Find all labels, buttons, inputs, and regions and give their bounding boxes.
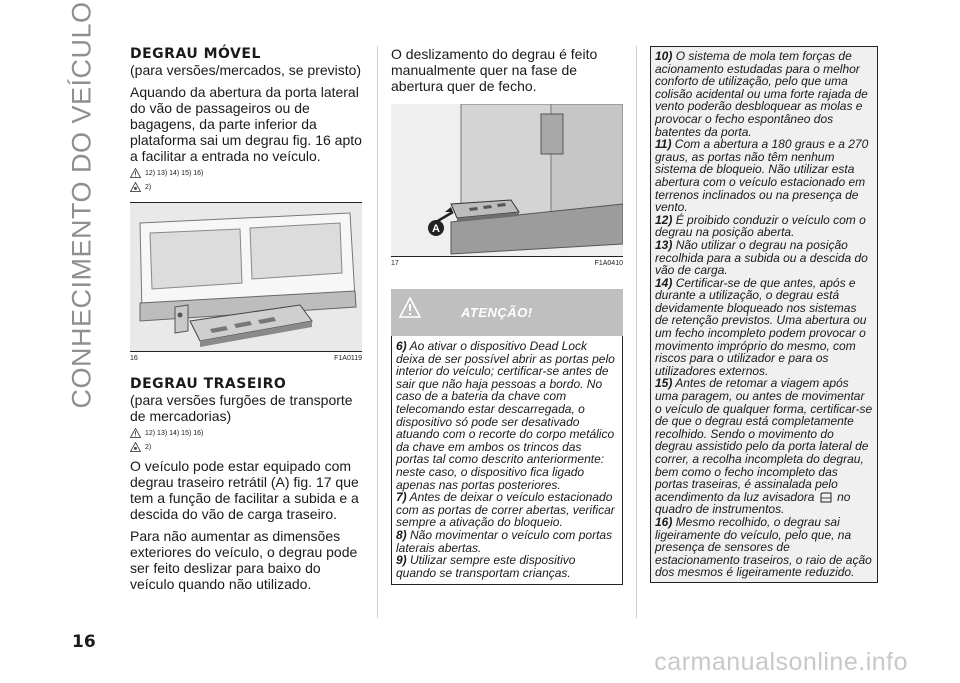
figure-17-image [391, 104, 623, 256]
notes-box [650, 46, 878, 583]
note-item: 16) Mesmo recolhido, o degrau sai ligeiramente do veículo, pelo que, na presença de sensores de estacionamento traseiros, o raio de ação dos mesmos é ligeiramente reduzido. [655, 514, 872, 580]
warning-note: 9) Utilizar sempre este dispositivo quando se transportam crianças. [396, 553, 576, 580]
column-divider [377, 46, 378, 618]
heading-rear-step: DEGRAU TRASEIRO [130, 376, 287, 392]
figure-number: 17 [391, 260, 399, 267]
hand-warning-icon [130, 442, 141, 452]
open-door-warning-icon [818, 492, 834, 503]
note-item: 10) O sistema de mola tem forças de acionamento estudadas para o melhor conforto de utilização, pelo que uma colisão acidental ou uma forte rajada de vento poderão desbloquear as molas e provocar o fecho espontâneo dos batentes da porta. [655, 49, 868, 139]
body-text: O deslizamento do degrau é feito manualmente quer na fase de abertura quer de fecho. [391, 46, 598, 94]
figure-17-caption [391, 256, 623, 267]
subheading: (para versões/mercados, se previsto) [130, 62, 362, 78]
warning-title: ATENÇÃO! [461, 305, 533, 320]
figure-code: F1A0119 [334, 355, 362, 362]
column-3 [650, 46, 878, 583]
note-item: 12) É proibido conduzir o veículo com o degrau na posição aberta. [655, 212, 866, 240]
watermark: carmanualsonline.info [654, 648, 908, 676]
page-number: 16 [72, 632, 96, 652]
hand-warning-icon [130, 182, 141, 192]
warning-references: 12) 13) 14) 15) 16) [130, 168, 362, 178]
figure-code: F1A0410 [594, 260, 623, 267]
body-text: Aquando da abertura da porta lateral do vão de passageiros ou de bagagens, da parte inferior da plataforma sai um degrau fig. 16 apto a facilitar a entrada no veículo. [130, 84, 362, 164]
warning-note: 6) Ao ativar o dispositivo Dead Lock deixa de ser possível abrir as portas pelo interior do veículo; certificar-se antes de sair que não haja pessoas a bordo. No caso de a bateria da chave com telecomando estar descarregada, o dispositivo só pode ser desativado atuando com o recorte do corpo metálico da chave em ambos os trincos das portas tal como descrito anteriormente: neste caso, o dispositivo fica ligado apenas nas portas posteriores. [396, 339, 615, 492]
figure-callout-label: A [432, 223, 440, 235]
note-item: 14) Certificar-se de que antes, após e durante a utilização, o degrau está devidamente bloqueado nos sistemas de retenção previstos. Uma abertura ou um fecho incompleto podem provocar o movimento impróprio do mesmo, com riscos para o utilizador e para os utilizadores externos. [655, 275, 867, 378]
note-references: 2) [130, 442, 362, 452]
column-1 [130, 46, 362, 592]
warning-box-header [391, 289, 623, 336]
heading-movable-step: DEGRAU MÓVEL [130, 46, 261, 62]
figure-16-image [130, 202, 362, 351]
warning-note: 8) Não movimentar o veículo com portas laterais abertas. [396, 527, 613, 555]
body-text: O veículo pode estar equipado com degrau traseiro retrátil (A) fig. 17 que tem a função de facilitar a subida e a descida do vão de carga traseiro. [130, 458, 359, 522]
warning-note: 7) Antes de deixar o veículo estacionado com as portas de correr abertas, verificar sempre a ativação do bloqueio. [396, 490, 615, 530]
warning-box-body [391, 336, 623, 585]
figure-number: 16 [130, 355, 138, 362]
warning-references: 12) 13) 14) 15) 16) [130, 428, 362, 438]
column-2 [391, 46, 623, 585]
body-text: Para não aumentar as dimensões exteriores do veículo, o degrau pode ser feito deslizar para baixo do veículo quando não utilizado. [130, 528, 358, 592]
warning-triangle-icon [130, 168, 141, 178]
side-section-title: CONHECIMENTO DO VEÍCULO [66, 1, 97, 409]
note-item: 11) Com a abertura a 180 graus e a 270 graus, as portas não têm nenhum sistema de bloqueio. Não utilizar esta abertura com o veículo estacionado em terrenos inclinados ou na presença de vento. [655, 137, 869, 215]
column-divider [636, 46, 637, 618]
warning-triangle-icon [130, 428, 141, 438]
note-item: 13) Não utilizar o degrau na posição recolhida para a subida ou a descida do vão de carga. [655, 237, 868, 278]
figure-16-caption [130, 351, 362, 362]
note-item: 15) Antes de retomar a viagem após uma paragem, ou antes de movimentar o veículo de qualquer forma, certificar-se de que o degrau está completamente recolhido. Sendo o movimento do degrau assistido pelo da porta lateral de correr, a recolha incompleta do degrau, bem como o fecho incompleto das portas traseiras, é assinalada pelo acendimento da luz avisadora no quadro de instrumentos. [655, 376, 873, 517]
note-references: 2) [130, 182, 362, 192]
warning-triangle-icon [399, 297, 421, 319]
subheading: (para versões furgões de transporte de mercadorias) [130, 392, 353, 424]
